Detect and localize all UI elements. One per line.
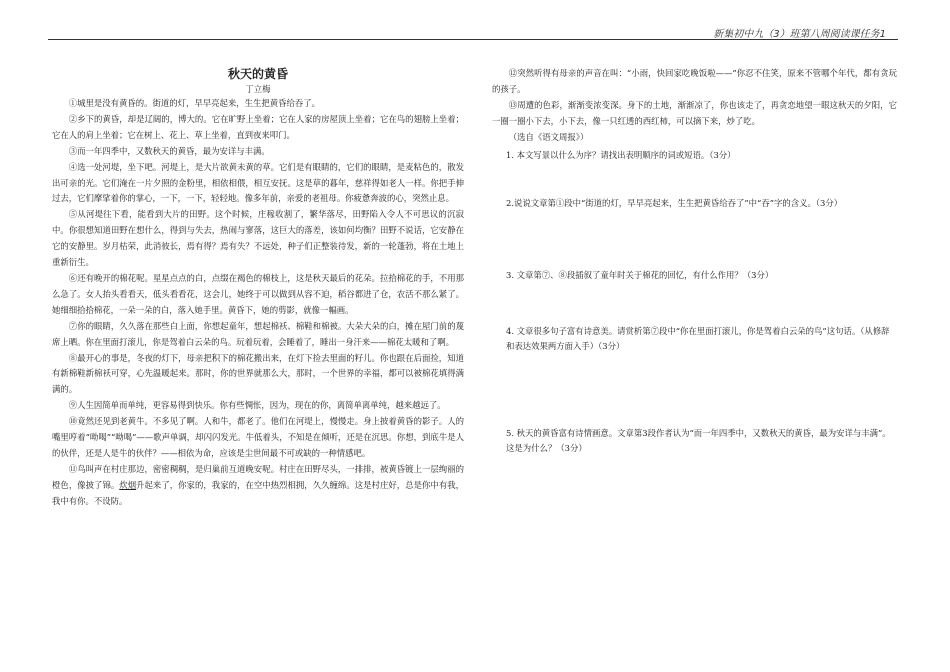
paragraph-12: ⑫突然听得有母亲的声音在叫：“小雨，快回家吃晚饭啦——”你忍不住笑，原来不管哪个年代，都有贪玩的孩子。 bbox=[492, 68, 897, 94]
paragraph-3: ③而一年四季中，又数秋天的黄昏，最为安详与丰满。 bbox=[68, 145, 270, 156]
paragraph-6: ⑥还有晚开的棉花呢。星星点点的白，点缀在褐色的棉枝上，这是秋天最后的花朵。拉拾棉花的手，不用那么急了。女人抬头看看天，低头看看花，这会儿，她终于可以做到从容不迫，稻谷都进了仓，农活不那么紧了。她细细拾拾棉花，一朵一朵的白，落入她手里。黄昏下，她的剪影，就像一幅画。 bbox=[52, 272, 464, 315]
paragraph-13: ⑬周遭的色彩，渐渐变浓变深。身下的土地，渐渐凉了，你也该走了，再贪恋地望一眼这秋天的夕阳，它一圈一圈小下去，小下去，像一只红透的西红柿，可以摘下来，炒了吃。 bbox=[492, 99, 897, 126]
article-author: 丁立梅 bbox=[245, 84, 271, 94]
article-column bbox=[52, 66, 464, 510]
article-source: （选自《语文周报》） bbox=[508, 131, 589, 142]
paragraph-5: ⑤从河堤往下看，能看到大片的田野。这个时候，庄稼收割了，繁华落尽，田野陷入令人不可思议的沉寂中。你很想知道田野在想什么，得到与失去，热闹与寥落，这巨大的落差，该如何均衡？田野不说话，它安静在它的安静里。岁月枯荣，此消彼长，焉有得？焉有失？不远处，种子们正整装待发，新的一轮蓬勃，将在土地上重新衍生。 bbox=[52, 209, 464, 268]
question-2: 2.说说文章第①段中“街道的灯，早早亮起来，生生把黄昏给吞了”中“吞”字的含义。（3分） bbox=[506, 197, 843, 208]
question-1: 1. 本文写景以什么为序？请找出表明顺序的词或短语。（3分） bbox=[506, 149, 736, 160]
question-3: 3. 文章第⑦、⑧段插叙了童年时关于棉花的回忆，有什么作用？（3分） bbox=[506, 269, 774, 280]
question-5: 5. 秋天的黄昏富有诗情画意。文章第3段作者认为“而一年四季中，又数秋天的黄昏，最为安详与丰满”。这是为什么？（3分） bbox=[506, 427, 891, 454]
question-4: 4. 文章很多句子富有诗意美。请赏析第⑦段中“你在里面打滚儿，你是驾着白云朵的鸟”这句话。（从修辞和表达效果两方面入手）（3分） bbox=[506, 325, 890, 352]
paragraph-4: ④选一处河堤，坐下吧。河堤上，是大片欲黄未黄的草。它们是有眼睛的，它们的眼睛，是麦粘色的，散发出可亲的光。它们淹在一片夕照的金粉里，相依相偎，相互安抚。这是草的暮年，慈祥得如老人一样。你把手伸过去，它们摩挲着你的掌心，一下，一下，轻轻地。像多年前，亲爱的老祖母。你疲惫奔波的心，突然止息。 bbox=[52, 161, 464, 204]
paragraph-1: ①城里是没有黄昏的。街道的灯，早早亮起来，生生把黄昏给吞了。 bbox=[68, 98, 321, 108]
paragraph-10: ⑩竟然还见到老黄牛。不多见了啊。人和牛，都老了。他们在河堤上，慢慢走。身上披着黄昏的影子。人的嘴里哼着“呦喝”“呦喝”——歌声单调，却闪闪发光。牛低着头，不知是在倾听，还是在沉思。你想，到底牛是人的伙伴，还是人是牛的伙伴？——相依为命，应该是尘世间最不可或缺的一种情感吧。 bbox=[52, 416, 464, 458]
paragraph-2: ②乡下的黄昏，却是辽阔的，博大的。它在旷野上坐着；它在人家的房屋顶上坐着；它在鸟的翅膀上坐着；它在人的肩上坐着；它在树上、花上、草上坐着，直到夜来叩门。 bbox=[52, 113, 464, 140]
paragraph-11: ⑪鸟叫声在村庄那边，密密稠稠，是归巢前互道晚安呢。村庄在田野尽头，一排排，被黄昏镀上一层绚丽的橙色，像披了锦。炊烟升起来了，你家的，我家的，在空中热烈相拥，久久缠绵。这是村庄好，总是你中有我，我中有你。不设防。 bbox=[52, 463, 465, 506]
header-title: 新集初中九（3）班第八周阅读课任务1 bbox=[713, 29, 886, 40]
paragraph-8: ⑧最开心的事是，冬夜的灯下，母亲把积下的棉花搬出来，在灯下捡去里面的籽儿。你也跟在后面捡，知道有新棉鞋新棉袄可穿，心先温暖起来。那时，你的世界就那么大，那时，一个世界的幸福，都可以被棉花填得满满的。 bbox=[52, 352, 464, 395]
page-header bbox=[48, 22, 898, 40]
paragraph-9: ⑨人生因简单而单纯，更容易得到快乐。你有些惆怅，因为，现在的你，离简单离单纯，越来越远了。 bbox=[68, 400, 446, 411]
paragraph-7: ⑦你的眼睛，久久落在那些白上面，你想起童年，想起棉袄、棉鞋和棉被。大朵大朵的白，摊在屋门前的蔑席上晒。你在里面打滚儿，你是驾着白云朵的鸟。玩着玩着，会睡着了，睡出一身汗来——棉花太暖和了啊。 bbox=[52, 320, 464, 347]
underlined-word: 炊烟 bbox=[119, 479, 137, 490]
right-column bbox=[492, 66, 897, 457]
article-title: 秋天的黄昏 bbox=[227, 67, 288, 81]
